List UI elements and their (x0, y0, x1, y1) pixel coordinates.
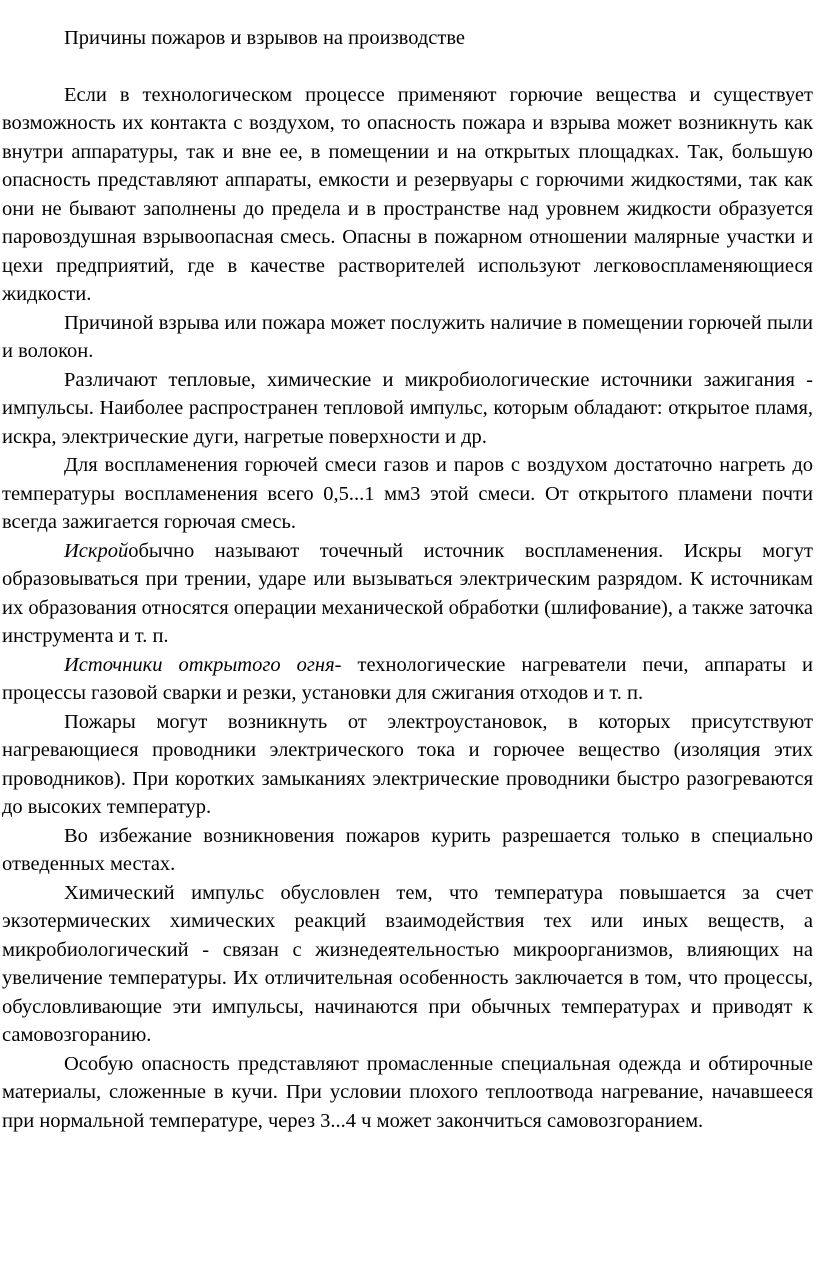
paragraph-text: Во избежание возникновения пожаров курить разрешается только в специально отведенных местах. (2, 824, 813, 875)
paragraph-italic-term: Источники открытого огня (64, 653, 335, 676)
paragraph-text: Химический импульс обусловлен тем, что температура повышается за счет экзотермических химических реакций взаимодействия тех или иных веществ, а микробиологический - связан с жизнедеятельностью микроорганизмов, влияющих на увеличение температуры. Их отличительная особенность заключается в том, что процессы, обусловливающие эти импульсы, начинаются при обычных температурах и приводят к самовозгоранию. (2, 881, 813, 1046)
document-title: Причины пожаров и взрывов на производстве (64, 27, 466, 49)
paragraph-oily-materials (2, 1050, 813, 1136)
title-spacer (2, 53, 813, 81)
document-page (0, 24, 816, 1135)
paragraph-italic-term: Искрой (64, 539, 129, 562)
paragraph-dust-fibers (2, 309, 813, 366)
paragraph-electrical (2, 708, 813, 822)
paragraph-open-fire (2, 651, 813, 708)
paragraph-smoking (2, 822, 813, 879)
paragraph-text: Если в технологическом процессе применяют горючие вещества и существует возможность их контакта с воздухом, то опасность пожара и взрыва может возникнуть как внутри аппаратуры, так и вне ее, в помещении и на открытых площадках. Так, большую опасность представляют аппараты, емкости и резервуары с горючими жидкостями, так как они не бывают заполнены до предела и в пространстве над уровнем жидкости образуется паровоздушная взрывоопасная смесь. Опасны в пожарном отношении малярные участки и цехи предприятий, где в качестве растворителей используют легковоспламеняющиеся жидкости. (2, 83, 813, 305)
paragraph-text: - технологические нагреватели печи, аппараты и процессы газовой сварки и резки, установки для сжигания отходов и т. п. (2, 653, 814, 704)
paragraph-ignition-sources (2, 366, 813, 452)
paragraph-text: обычно называют точечный источник воспламенения. Искры могут образовываться при трении, ударе или вызываться электрическим разрядом. К источникам их образования относятся операции механической обработки (шлифование), а также заточка инструмента и т. п. (2, 539, 813, 647)
paragraph-chemical-impulse (2, 879, 813, 1050)
paragraph-text: Различают тепловые, химические и микробиологические источники зажигания - импульсы. Наиболее распространен тепловой импульс, которым обладают: открытое пламя, искра, электрические дуги, нагретые поверхности и др. (2, 368, 813, 448)
paragraph-text: Для воспламенения горючей смеси газов и паров с воздухом достаточно нагреть до температуры воспламенения всего 0,5...1 мм3 этой смеси. От открытого пламени почти всегда зажигается горючая смесь. (2, 454, 813, 533)
paragraph-text: Причиной взрыва или пожара может послужить наличие в помещении горючей пыли и волокон. (2, 311, 813, 362)
paragraph-text: Пожары могут возникнуть от электроустановок, в которых присутствуют нагревающиеся проводники электрического тока и горючее вещество (изоляция этих проводников). При коротких замыканиях электрические проводники быстро разогреваются до высоких температур. (2, 710, 813, 818)
paragraph-sparks (2, 537, 813, 651)
paragraph-text: Особую опасность представляют промасленные специальная одежда и обтирочные материалы, сложенные в кучи. При условии плохого теплоотвода нагревание, начавшееся при нормальной температуре, через 3...4 ч может закончиться самовозгоранием. (2, 1052, 813, 1132)
paragraph-flammable-substances (2, 81, 813, 309)
paragraph-ignition-mixture (2, 451, 813, 537)
